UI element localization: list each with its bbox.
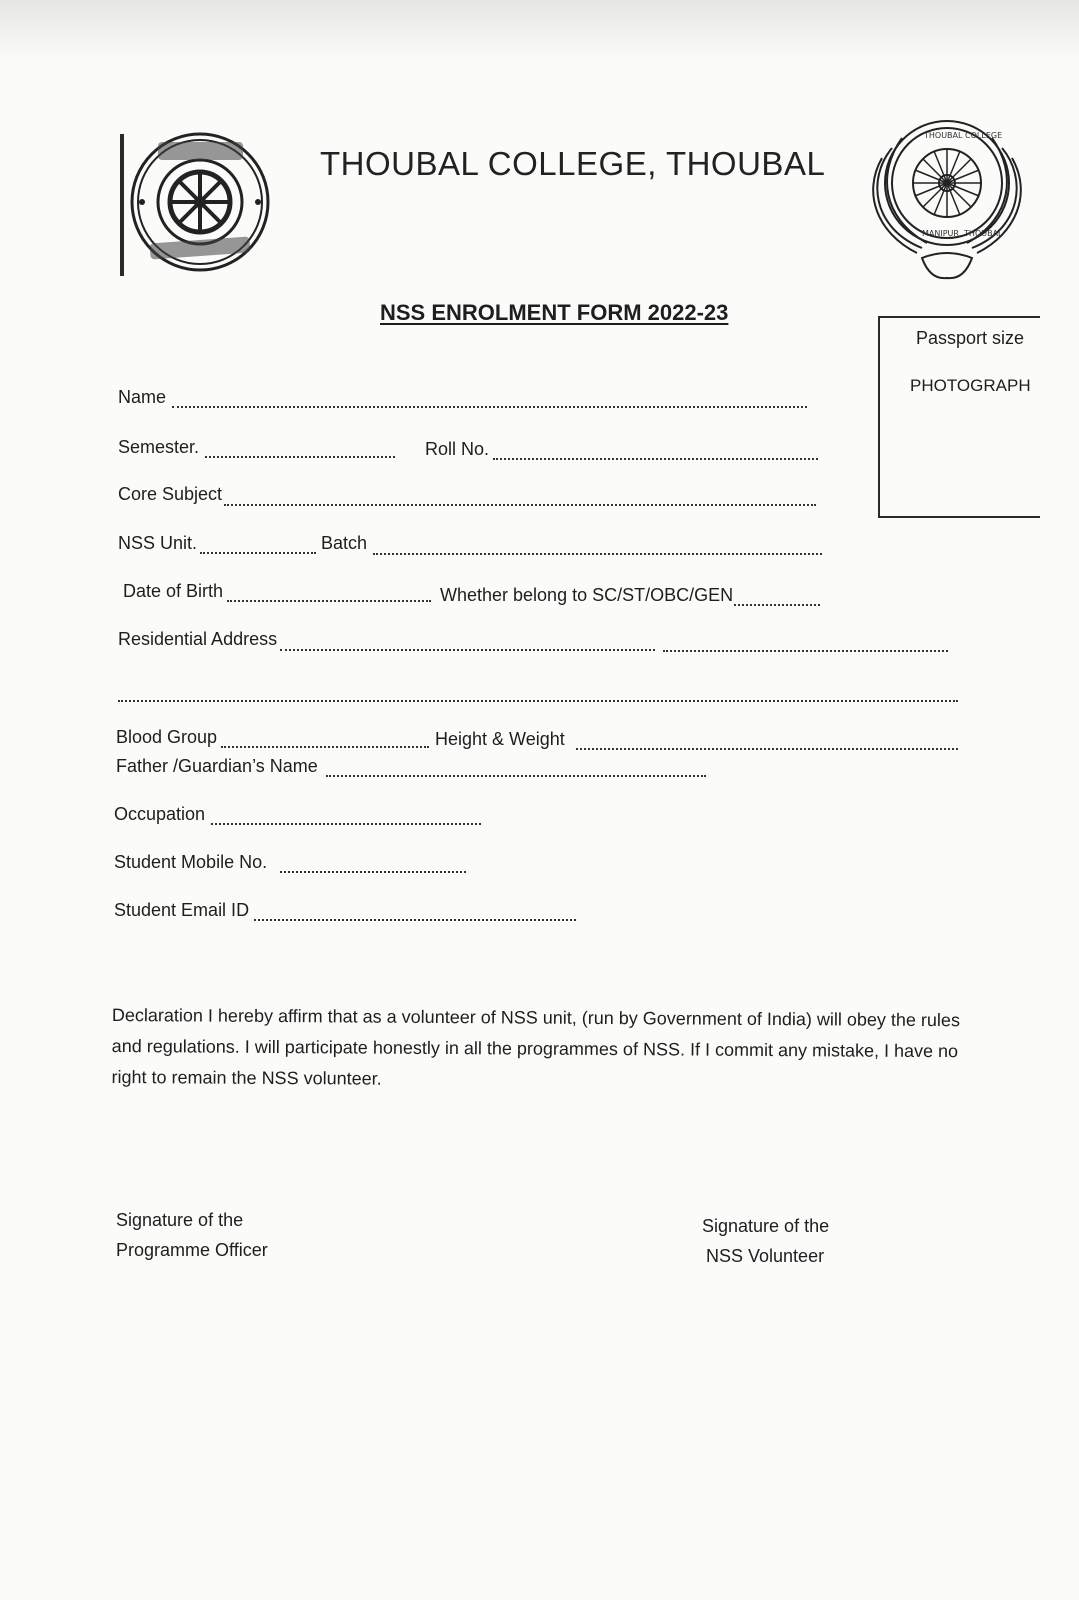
nss-unit-label: NSS Unit. (118, 533, 198, 553)
semester-label: Semester. (118, 437, 200, 457)
address-field-part2[interactable] (663, 648, 948, 652)
address-label: Residential Address (118, 629, 278, 649)
height-weight-field[interactable] (576, 746, 958, 750)
semester-field[interactable] (205, 454, 395, 458)
category-field[interactable] (734, 602, 820, 606)
guardian-name-field[interactable] (326, 773, 706, 777)
occupation-label: Occupation (114, 804, 206, 824)
college-name: THOUBAL COLLEGE, THOUBAL (320, 145, 826, 182)
email-label: Student Email ID (114, 900, 250, 920)
blood-group-label: Blood Group (116, 727, 218, 747)
address-field-part1[interactable] (280, 647, 655, 651)
volunteer-signature-block[interactable] (702, 1211, 829, 1271)
name-label: Name (118, 387, 167, 407)
category-label: Whether belong to SC/ST/OBC/GEN (440, 585, 734, 605)
core-subject-label: Core Subject (118, 484, 223, 504)
photo-box[interactable] (878, 316, 1040, 518)
mobile-field[interactable] (280, 869, 466, 873)
nss-unit-field[interactable] (200, 550, 316, 554)
core-subject-field[interactable] (224, 502, 816, 506)
svg-text:THOUBAL COLLEGE: THOUBAL COLLEGE (924, 131, 1003, 140)
batch-field[interactable] (373, 551, 822, 555)
occupation-field[interactable] (211, 821, 481, 825)
name-field[interactable] (172, 404, 807, 408)
logo-divider (120, 134, 124, 276)
officer-signature-line1: Signature of the (116, 1210, 244, 1230)
email-field[interactable] (254, 917, 576, 921)
officer-signature-block[interactable] (116, 1205, 268, 1265)
svg-text:MANIPUR, THOUBAL: MANIPUR, THOUBAL (922, 229, 1003, 238)
address-field-line2[interactable] (118, 698, 958, 702)
nss-emblem-icon (128, 130, 273, 275)
mobile-label: Student Mobile No. (114, 852, 268, 872)
photo-box-photo-label: PHOTOGRAPH (910, 376, 1031, 395)
photo-box-size-label: Passport size (916, 328, 1025, 348)
nss-logo (120, 130, 280, 280)
scan-shadow (0, 0, 1079, 60)
officer-signature-line2: Programme Officer (116, 1240, 268, 1260)
height-weight-label: Height & Weight (435, 729, 565, 749)
guardian-name-label: Father /Guardian’s Name (116, 756, 318, 776)
college-seal (852, 108, 1032, 283)
dob-label: Date of Birth (123, 581, 224, 601)
batch-label: Batch (321, 533, 368, 553)
volunteer-signature-line2: NSS Volunteer (706, 1246, 825, 1266)
form-title: NSS ENROLMENT FORM 2022-23 (380, 300, 729, 325)
roll-no-field[interactable] (493, 456, 818, 460)
volunteer-signature-line1: Signature of the (702, 1216, 830, 1236)
college-seal-icon (852, 108, 1032, 283)
blood-group-field[interactable] (221, 744, 429, 748)
declaration-text: Declaration I hereby affirm that as a volunteer of NSS unit, (run by Government of India) will obey the rules and regulations. I will participate honestly in all the programmes of NSS. If I commit any mistake, I have no right to remain the NSS volunteer. (111, 1004, 961, 1089)
roll-no-label: Roll No. (425, 439, 490, 459)
dob-field[interactable] (227, 598, 431, 602)
